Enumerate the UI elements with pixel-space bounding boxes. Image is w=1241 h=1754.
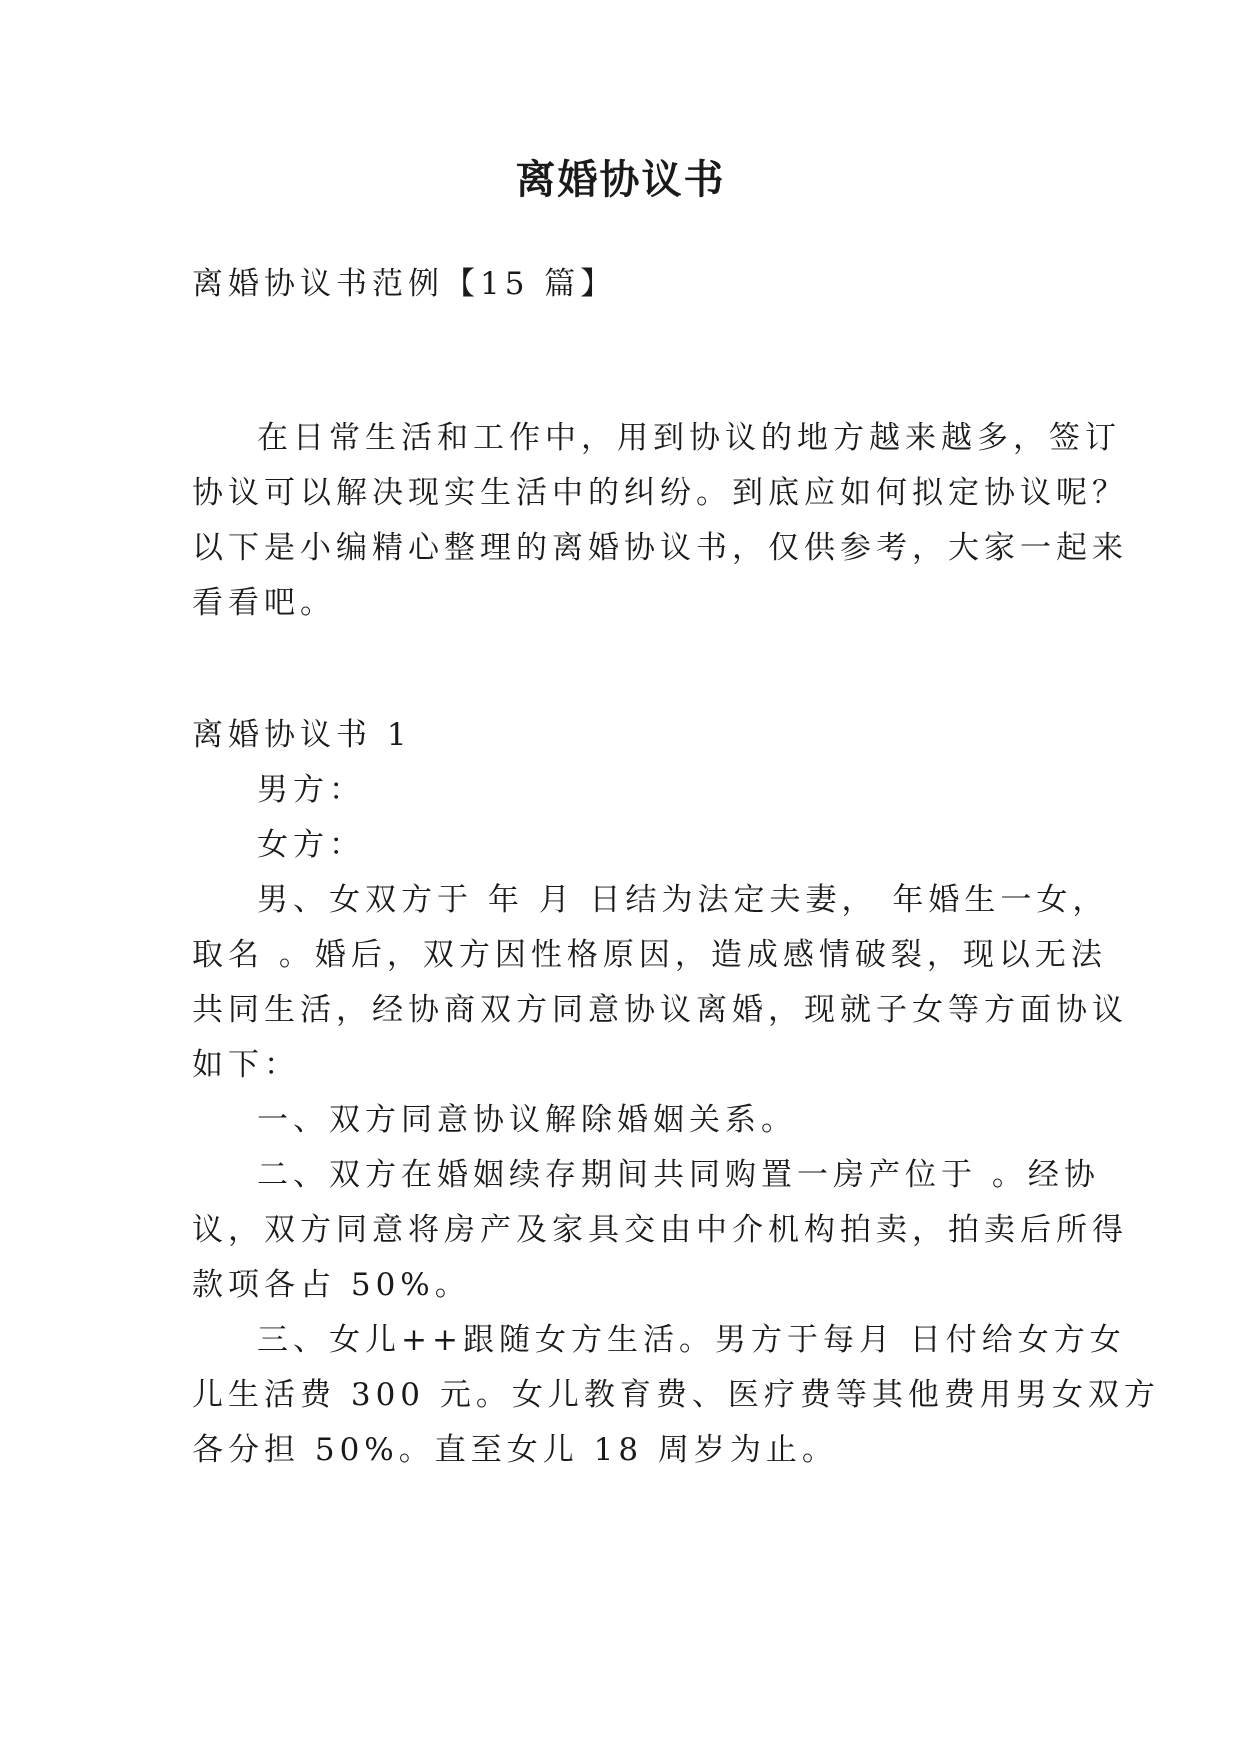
section-heading: 离婚协议书 1 — [192, 717, 412, 753]
clause-line: 三、女儿++跟随女方生活。男方于每月 日付给女方女 — [257, 1322, 1126, 1358]
document-subtitle: 离婚协议书范例【15 篇】 — [192, 266, 617, 302]
clause-line: 二、双方在婚姻续存期间共同购置一房产位于 。经协 — [257, 1157, 1100, 1193]
paragraph-line: 如下： — [192, 1047, 300, 1083]
intro-line: 协议可以解决现实生活中的纠纷。到底应如何拟定协议呢？ — [192, 475, 1128, 511]
paragraph-line: 共同生活，经协商双方同意协议离婚，现就子女等方面协议 — [192, 992, 1128, 1028]
paragraph-line: 取名 。婚后，双方因性格原因，造成感情破裂，现以无法 — [192, 937, 1107, 973]
intro-line: 看看吧。 — [192, 585, 336, 621]
male-party-label: 男方： — [257, 772, 365, 808]
clause-line: 款项各占 50%。 — [192, 1267, 471, 1303]
female-party-label: 女方： — [257, 827, 365, 863]
intro-line: 以下是小编精心整理的离婚协议书，仅供参考，大家一起来 — [192, 530, 1128, 566]
clause-1: 一、双方同意协议解除婚姻关系。 — [257, 1102, 797, 1138]
clause-line: 儿生活费 300 元。女儿教育费、医疗费等其他费用男女双方 — [192, 1377, 1160, 1413]
paragraph-line: 男、女双方于 年 月 日结为法定夫妻， 年婚生一女， — [257, 882, 1109, 918]
clause-line: 议，双方同意将房产及家具交由中介机构拍卖，拍卖后所得 — [192, 1212, 1128, 1248]
clause-line: 各分担 50%。直至女儿 18 周岁为止。 — [192, 1432, 838, 1468]
intro-line: 在日常生活和工作中，用到协议的地方越来越多，签订 — [257, 420, 1121, 456]
document-title: 离婚协议书 — [515, 157, 726, 203]
